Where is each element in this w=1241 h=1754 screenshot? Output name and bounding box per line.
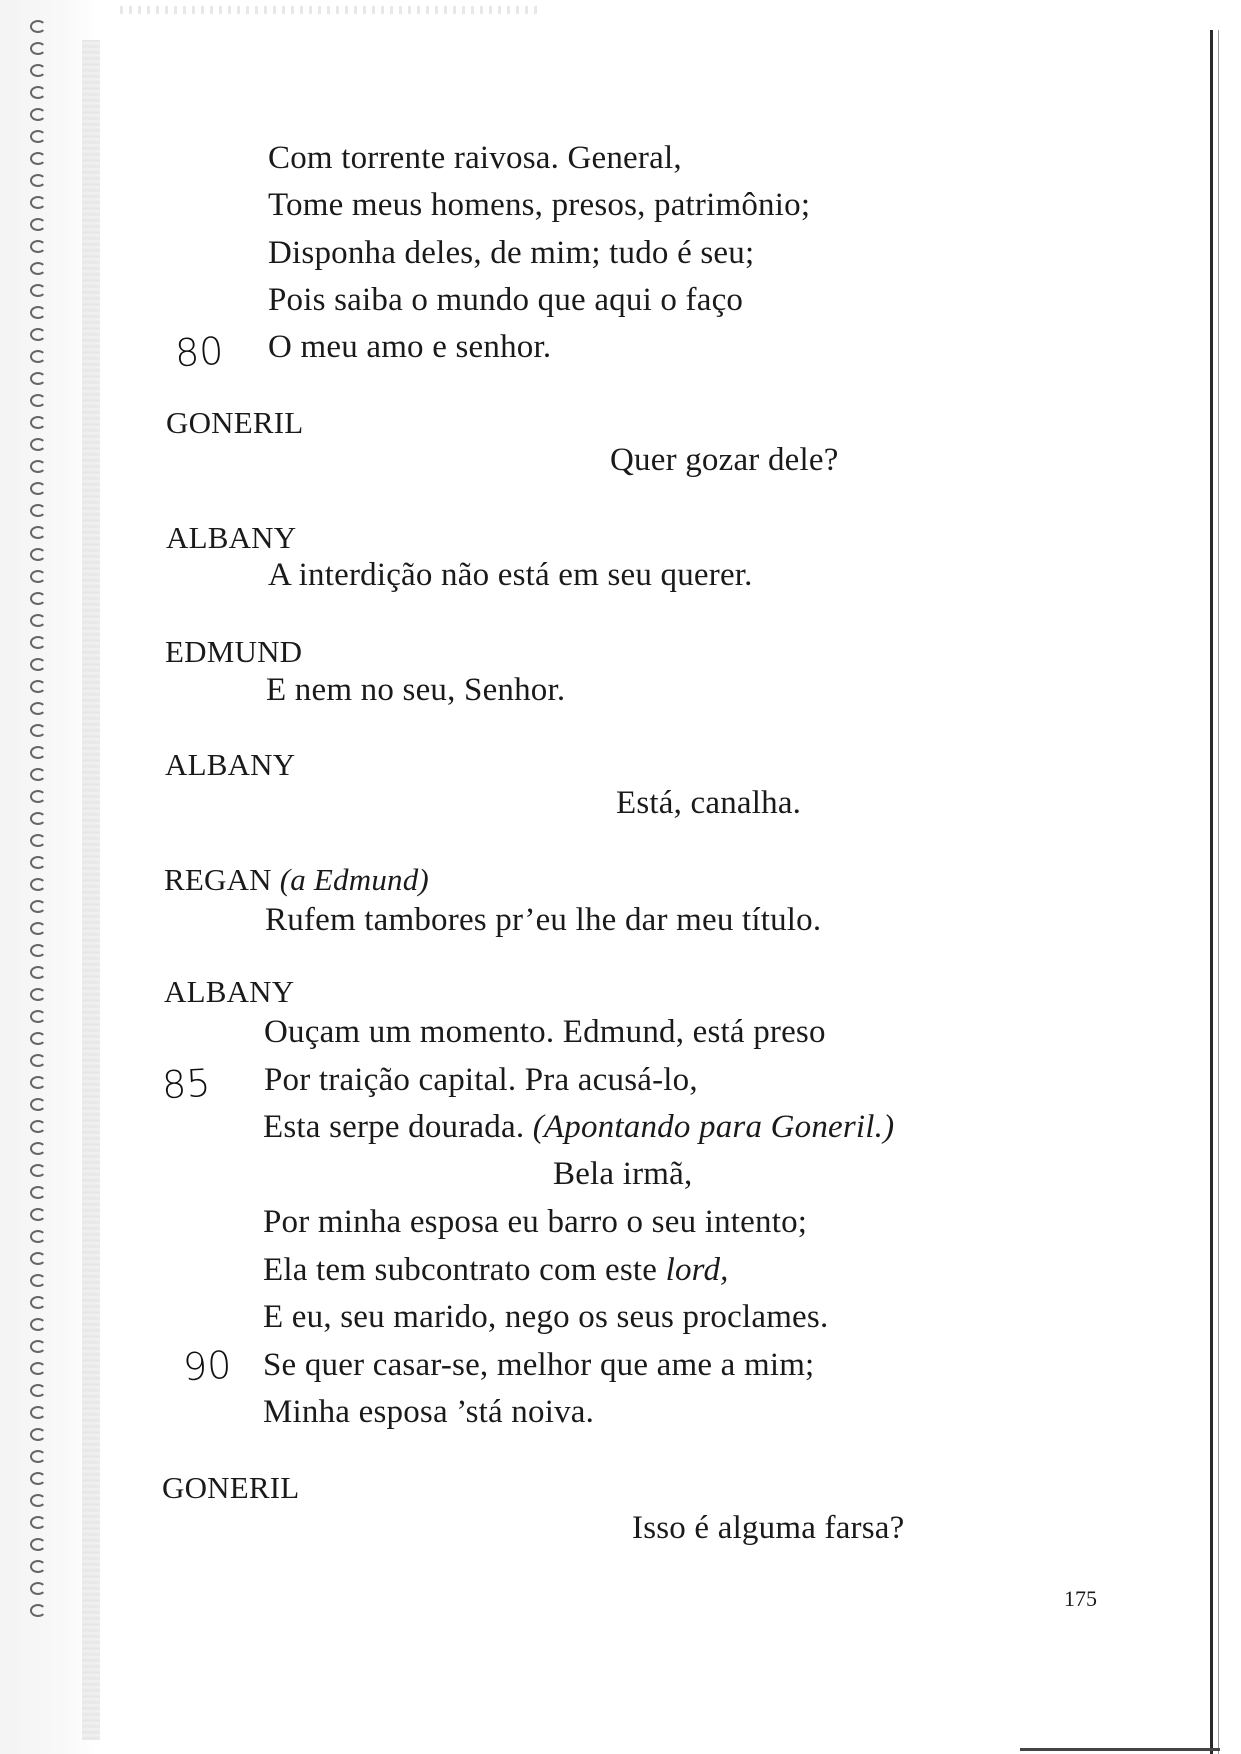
binding-ring-icon [30,1164,46,1177]
verse-line: A interdição não está em seu querer. [268,557,753,593]
verse-line: O meu amo e senhor. [268,329,552,365]
binding-ring-icon [30,570,46,583]
binding-ring-icon [30,64,46,77]
verse-line: Por traição capital. Pra acusá-lo, [264,1062,698,1098]
binding-ring-icon [30,1010,46,1023]
binding-ring-icon [30,548,46,561]
verse-line-with-direction [263,1107,894,1147]
verse-line: E nem no seu, Senhor. [266,672,566,708]
binding-ring-icon [30,284,46,297]
binding-ring-icon [30,482,46,495]
binding-ring-icon [30,966,46,979]
binding-ring-icon [30,988,46,1001]
binding-ring-icon [30,526,46,539]
verse-line: Pois saiba o mundo que aqui o faço [268,282,744,318]
binding-ring-icon [30,636,46,649]
verse-line-with-italic [263,1250,729,1290]
verse-line: Quer gozar dele? [610,442,839,478]
verse-text: Ela tem subcontrato com este [263,1252,658,1288]
binding-ring-icon [30,152,46,165]
binding-ring-icon [30,878,46,891]
binding-ring-icon [30,1582,46,1595]
binding-ring-icon [30,1604,46,1617]
speaker-name: EDMUND [165,634,303,669]
page-number: 175 [1064,1586,1097,1611]
binding-ring-icon [30,196,46,209]
binding-ring-icon [30,42,46,55]
binding-ring-icon [30,1472,46,1485]
verse-line: Minha esposa ’stá noiva. [263,1394,595,1430]
speaker-name: GONERIL [166,405,304,440]
binding-ring-icon [30,1362,46,1375]
binding-ring-icon [30,306,46,319]
page-spine-shadow [82,40,100,1740]
binding-ring-icon [30,372,46,385]
verse-line: Por minha esposa eu barro o seu intento; [263,1204,808,1240]
binding-ring-icon [30,438,46,451]
binding-ring-icon [30,1120,46,1133]
verse-text: Esta serpe dourada. [263,1109,525,1145]
binding-ring-icon [30,1560,46,1573]
binding-ring-icon [30,724,46,737]
binding-ring-icon [30,1142,46,1155]
verse-line: Tome meus homens, presos, patrimônio; [268,187,811,223]
binding-ring-icon [30,746,46,759]
verse-line: Isso é alguma farsa? [632,1510,905,1546]
binding-ring-icon [30,504,46,517]
page-right-edge [1210,30,1213,1754]
binding-ring-icon [30,1428,46,1441]
speaker-name: ALBANY [164,974,295,1009]
stage-direction: (Apontando para Goneril.) [532,1109,895,1145]
binding-ring-icon [30,86,46,99]
speaker-name: GONERIL [162,1470,300,1505]
binding-ring-icon [30,1208,46,1221]
binding-ring-icon [30,1538,46,1551]
spiral-binding [0,0,100,1754]
verse-line: Se quer casar-se, melhor que ame a mim; [263,1347,815,1383]
binding-ring-icon [30,680,46,693]
binding-ring-icon [30,900,46,913]
binding-ring-icon [30,20,46,33]
verse-line: Com torrente raivosa. General, [268,140,682,176]
binding-ring-icon [30,856,46,869]
page-bottom-edge [1020,1748,1220,1751]
verse-line: E eu, seu marido, nego os seus proclames. [263,1299,829,1335]
binding-ring-icon [30,1230,46,1243]
binding-ring-icon [30,812,46,825]
binding-ring-icon [30,218,46,231]
binding-ring-icon [30,592,46,605]
verse-line: Bela irmã, [553,1156,693,1192]
binding-ring-icon [30,460,46,473]
page-right-edge-shadow [1218,30,1219,1754]
binding-ring-icon [30,834,46,847]
verse-line: Disponha deles, de mim; tudo é seu; [268,235,755,271]
speaker-name: ALBANY [165,747,296,782]
binding-ring-icon [30,944,46,957]
binding-rings [30,20,58,1626]
binding-ring-icon [30,328,46,341]
binding-ring-icon [30,658,46,671]
speaker-name: ALBANY [166,520,297,555]
binding-ring-icon [30,1494,46,1507]
binding-ring-icon [30,394,46,407]
binding-ring-icon [30,1516,46,1529]
binding-ring-icon [30,1252,46,1265]
binding-ring-icon [30,174,46,187]
binding-ring-icon [30,1384,46,1397]
binding-ring-icon [30,1098,46,1111]
binding-ring-icon [30,1186,46,1199]
margin-line-number: 90 [181,1342,233,1390]
binding-ring-icon [30,108,46,121]
binding-ring-icon [30,262,46,275]
binding-ring-icon [30,1340,46,1353]
stage-direction: (a Edmund) [279,862,429,897]
italic-word: lord, [665,1252,729,1288]
scan-noise [120,6,540,14]
verse-line: Ouçam um momento. Edmund, está preso [264,1014,826,1050]
speaker-line [164,860,429,900]
binding-ring-icon [30,922,46,935]
binding-ring-icon [30,350,46,363]
binding-ring-icon [30,702,46,715]
binding-ring-icon [30,790,46,803]
binding-ring-icon [30,1076,46,1089]
verse-line: Está, canalha. [616,785,802,821]
binding-ring-icon [30,130,46,143]
binding-ring-icon [30,240,46,253]
margin-line-number: 85 [160,1060,212,1108]
binding-ring-icon [30,1296,46,1309]
binding-ring-icon [30,416,46,429]
binding-ring-icon [30,1318,46,1331]
binding-ring-icon [30,1274,46,1287]
verse-line: Rufem tambores pr’eu lhe dar meu título. [265,902,822,938]
binding-ring-icon [30,1032,46,1045]
margin-line-number: 80 [173,328,225,376]
binding-ring-icon [30,1054,46,1067]
binding-ring-icon [30,768,46,781]
speaker-name: REGAN [164,862,272,897]
binding-ring-icon [30,1406,46,1419]
binding-ring-icon [30,614,46,627]
binding-ring-icon [30,1450,46,1463]
